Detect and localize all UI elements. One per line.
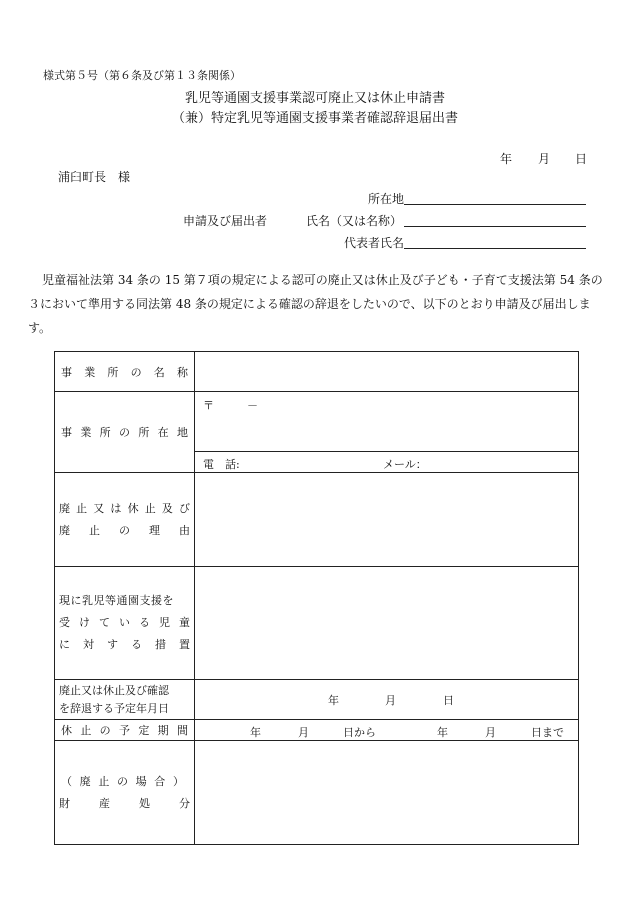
row4-label-line2-char: 童 (179, 616, 190, 629)
child-measures-line1: 現に乳児等通園支援を (59, 594, 174, 607)
row4-label-line2-char: い (119, 616, 130, 629)
address-label: 所在地 (368, 192, 405, 206)
row7-label-line1-char: ） (172, 774, 184, 788)
row3-label-line2-char: 由 (179, 523, 190, 537)
row3-label-line2-char: の (119, 523, 130, 537)
row4-label-line2-char: て (99, 616, 110, 629)
row2-label-char: 所 (138, 426, 150, 439)
row1-label-char: の (130, 365, 142, 379)
row-scheduled-date (55, 680, 579, 720)
row3-label-line1-char: 廃 (59, 501, 70, 515)
row3-label-line1-char: び (178, 501, 190, 515)
row-asset-disposal (55, 741, 579, 845)
asset-disposal-field[interactable] (195, 741, 579, 845)
row2-label-char: の (118, 426, 130, 439)
reason-field[interactable] (195, 473, 579, 567)
scheduled-date-line1: 廃止又は休止及び確認 (59, 683, 169, 697)
row4-label-line3-char: 対 (83, 638, 94, 651)
row7-label-line2-char: 処 (139, 796, 150, 810)
row7-label-line1-char: （ (61, 774, 72, 788)
row7-label-line1-char: の (116, 774, 128, 788)
row3-label-line2-char: 理 (149, 523, 160, 537)
period-to-month: 月 (485, 726, 496, 739)
row3-label-line1-char: 又 (93, 501, 105, 515)
row2-label-char: 地 (176, 426, 188, 439)
row1-label-char: 名 (153, 365, 165, 379)
scheduled-year: 年 (328, 694, 339, 707)
row4-label-line3-char: 置 (179, 638, 190, 651)
facility-address-field[interactable] (195, 392, 579, 452)
row3-label-line1-char: 及 (161, 501, 173, 515)
row6-label-char: 予 (118, 724, 130, 737)
row-facility-address (55, 392, 579, 452)
row6-label-char: 間 (176, 724, 188, 737)
addressee: 浦臼町長 様 (58, 170, 131, 184)
row2-label-char: 業 (80, 426, 92, 439)
row1-label-char: 事 (61, 365, 72, 379)
row-child-measures (55, 567, 579, 680)
scheduled-date-field[interactable] (195, 680, 579, 720)
row1-label-char: 所 (107, 365, 119, 379)
row7-label-line2-char: 産 (99, 796, 110, 810)
row4-label-line3-char: 措 (155, 638, 166, 651)
row-facility-name (55, 352, 579, 392)
name-field[interactable] (404, 226, 586, 227)
row7-label-line1-char: 廃 (79, 774, 91, 788)
facility-address-label (55, 392, 195, 473)
row1-label-char: 称 (176, 365, 188, 379)
suspension-period-label (55, 720, 195, 741)
row6-label-char: の (99, 724, 111, 737)
row7-label-line1-char: 場 (135, 774, 147, 788)
period-from-day: 日から (343, 726, 376, 739)
row4-label-line2-char: け (79, 616, 90, 629)
scheduled-date-line2: を辞退する予定年月日 (59, 701, 169, 715)
row3-label-line1-char: 止 (76, 501, 88, 515)
row6-label-char: 止 (80, 724, 92, 737)
document-title-line2: （兼）特定乳児等通園支援事業者確認辞退届出書 (171, 111, 458, 126)
contact-field[interactable] (195, 452, 579, 473)
row3-label-line2-char: 廃 (59, 523, 70, 537)
row4-label-line3-char: に (59, 638, 70, 651)
facility-name-field[interactable] (195, 352, 579, 392)
row2-label-char: 所 (99, 426, 111, 439)
applicant-role-label: 申請及び届出者 (183, 214, 268, 228)
row3-label-line1-char: は (110, 501, 122, 515)
row3-label-line1-char: 止 (144, 501, 156, 515)
row-suspension-period (55, 720, 579, 741)
application-form-table (54, 351, 579, 845)
row7-label-line2-char: 財 (59, 796, 70, 810)
representative-field[interactable] (404, 248, 586, 249)
scheduled-day: 日 (443, 694, 454, 707)
period-to-day: 日まで (531, 726, 564, 739)
row4-label-line3-char: る (131, 638, 142, 651)
address-field[interactable] (404, 204, 586, 205)
postal-dash: － (247, 399, 258, 412)
row7-label-line1-char: 止 (98, 774, 110, 788)
facility-name-label (55, 352, 195, 392)
date-month: 月 (538, 152, 551, 166)
reason-label (55, 473, 195, 567)
period-from-year: 年 (250, 726, 261, 739)
row6-label-char: 期 (157, 724, 169, 737)
row4-label-line2-char: 受 (59, 616, 70, 629)
mail-label: メール： (383, 458, 427, 471)
period-to-year: 年 (437, 726, 448, 739)
scheduled-date-label (55, 680, 195, 720)
name-label: 氏名（又は名称） (306, 214, 403, 228)
phone-label: 電 話: (203, 458, 240, 471)
postal-mark: 〒 (203, 399, 214, 412)
row2-label-char: 在 (157, 426, 169, 439)
suspension-period-field[interactable] (195, 720, 579, 741)
row2-label-char: 事 (61, 426, 72, 439)
form-number-label: 様式第５号（第６条及び第１３条関係） (43, 69, 241, 82)
document-title-line1: 乳児等通園支援事業認可廃止又は休止申請書 (184, 91, 445, 106)
scheduled-month: 月 (385, 694, 396, 707)
row4-label-line2-char: る (139, 616, 150, 629)
row7-label-line1-char: 合 (154, 774, 166, 788)
child-measures-field[interactable] (195, 567, 579, 680)
row-reason (55, 473, 579, 567)
row1-label-char: 業 (84, 365, 96, 379)
row6-label-char: 休 (61, 724, 72, 737)
child-measures-label (55, 567, 195, 680)
period-from-month: 月 (298, 726, 309, 739)
date-year: 年 (500, 152, 513, 166)
body-text: 児童福祉法第 34 条の 15 第７項の規定による認可の廃止又は休止及び子ども・子育て支援法第 54 条の３において準用する同法第 48 条の規定による確認の辞退をしたいので、以下のとおり申請及び届出します。 (28, 273, 603, 335)
row7-label-line2-char: 分 (179, 796, 190, 810)
representative-label: 代表者氏名 (344, 236, 405, 250)
row3-label-line1-char: 休 (127, 501, 139, 515)
row3-label-line2-char: 止 (89, 523, 100, 537)
row6-label-char: 定 (138, 724, 150, 737)
row4-label-line2-char: 児 (159, 616, 170, 629)
row4-label-line3-char: す (107, 638, 118, 651)
date-day: 日 (575, 152, 588, 166)
asset-disposal-label (55, 741, 195, 845)
